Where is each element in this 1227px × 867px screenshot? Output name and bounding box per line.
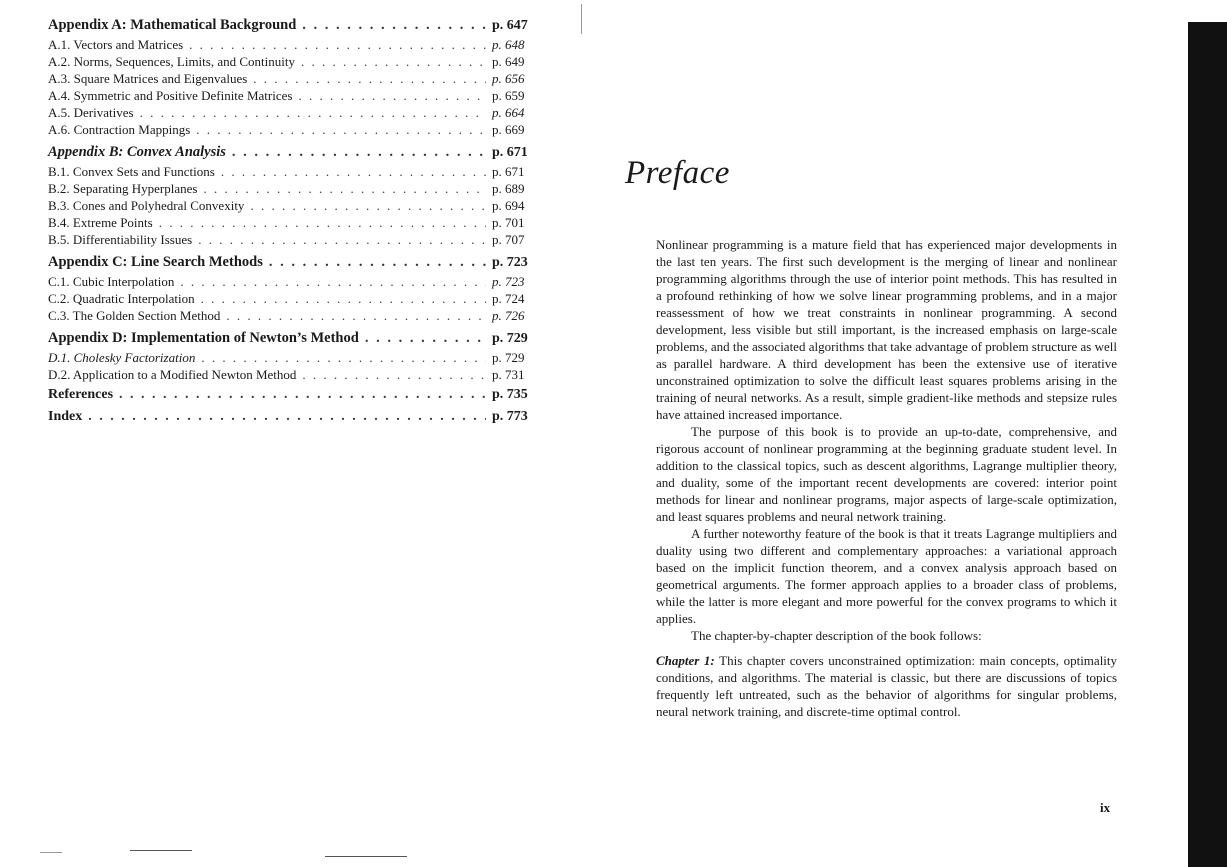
toc-heading-label: Appendix A: Mathematical Background <box>48 17 297 33</box>
gutter-mark <box>581 4 582 34</box>
toc-item-page: p. 726 <box>492 308 525 323</box>
leader-dots <box>201 350 486 366</box>
leader-dots <box>302 17 486 34</box>
toc-heading[interactable] <box>48 254 532 274</box>
page-title: Preface <box>625 155 730 192</box>
toc-item-label: B.2. Separating Hyperplanes <box>48 181 198 196</box>
toc-item[interactable] <box>48 291 532 308</box>
toc-item-label: C.1. Cubic Interpolation <box>48 274 175 289</box>
toc-group-appendix-c <box>48 254 532 325</box>
paragraph: The chapter-by-chapter description of the book follows: <box>691 628 982 643</box>
leader-dots <box>232 144 486 161</box>
leader-dots <box>119 387 486 403</box>
scan-artifact <box>325 856 407 857</box>
toc-heading-page: p. 647 <box>492 18 528 33</box>
leader-dots <box>221 164 486 180</box>
toc-item[interactable] <box>48 122 532 139</box>
preface-body <box>656 236 1117 720</box>
chapter-text: This chapter covers unconstrained optimization: main concepts, optimality conditions, and algorithms. The material is classic, but there are discussions of topics frequently left untreated, such as the behavior of algorithms for singular problems, neural network training, and discrete-time optimal control. <box>656 653 1118 719</box>
toc-item-page: p. 649 <box>492 54 525 69</box>
toc-item[interactable] <box>48 181 532 198</box>
toc-item-page: p. 731 <box>492 367 525 382</box>
scan-artifact <box>130 850 192 851</box>
toc-item-label: A.2. Norms, Sequences, Limits, and Continuity <box>48 54 295 69</box>
toc-heading-page: p. 729 <box>492 331 528 346</box>
toc-item-label: B.1. Convex Sets and Functions <box>48 164 215 179</box>
toc-index[interactable] <box>48 409 532 431</box>
leader-dots <box>302 367 486 383</box>
toc-item-page: p. 694 <box>492 198 525 213</box>
toc-item[interactable] <box>48 54 532 71</box>
toc-item[interactable] <box>48 274 532 291</box>
toc-item-page: p. 729 <box>492 350 525 365</box>
toc-heading[interactable] <box>48 144 532 164</box>
toc-group-appendix-d <box>48 330 532 384</box>
leader-dots <box>180 274 486 290</box>
toc-item-page: p. 648 <box>492 37 525 52</box>
toc-item-label: C.2. Quadratic Interpolation <box>48 291 195 306</box>
toc-item-label: B.3. Cones and Polyhedral Convexity <box>48 198 245 213</box>
chapter-label: Chapter 1: <box>656 653 715 668</box>
leader-dots <box>203 181 486 197</box>
toc-index-page: p. 773 <box>492 409 528 424</box>
toc-item[interactable] <box>48 71 532 88</box>
leader-dots <box>298 88 486 104</box>
toc-item-page: p. 701 <box>492 215 525 230</box>
toc-heading[interactable] <box>48 17 532 37</box>
toc-index-label: Index <box>48 409 83 424</box>
leader-dots <box>226 308 486 324</box>
toc-item-label: A.3. Square Matrices and Eigenvalues <box>48 71 248 86</box>
toc-item-page: p. 656 <box>492 71 525 86</box>
toc-item[interactable] <box>48 164 532 181</box>
page-number: ix <box>1100 800 1111 815</box>
leader-dots <box>201 291 486 307</box>
toc-group-appendix-b <box>48 144 532 249</box>
toc-item-label: D.1. Cholesky Factorization <box>48 350 196 365</box>
toc-item-page: p. 723 <box>492 274 525 289</box>
toc-group-appendix-a <box>48 17 532 139</box>
toc-item-label: A.1. Vectors and Matrices <box>48 37 184 52</box>
toc-heading-label: Appendix B: Convex Analysis <box>48 144 226 160</box>
leader-dots <box>198 232 486 248</box>
toc-references-label: References <box>48 387 114 402</box>
toc-item-page: p. 689 <box>492 181 525 196</box>
paragraph: A further noteworthy feature of the book is that it treats Lagrange multipliers and duality using two different and complementary approaches: a variational approach based on the implicit function theorem, and a convex analysis approach based on geometrical arguments. The former approach applies to a broader class of problems, while the latter is more elegant and more powerful for the convex programs to which it applies. <box>656 526 1117 626</box>
toc-heading-page: p. 723 <box>492 255 528 270</box>
toc-item-page: p. 724 <box>492 291 525 306</box>
toc-item[interactable] <box>48 37 532 54</box>
toc-item[interactable] <box>48 215 532 232</box>
toc-item-label: B.5. Differentiability Issues <box>48 232 193 247</box>
toc-heading-label: Appendix D: Implementation of Newton’s Method <box>48 330 359 346</box>
toc-item[interactable] <box>48 232 532 249</box>
toc-item-label: D.2. Application to a Modified Newton Method <box>48 367 297 382</box>
toc-item[interactable] <box>48 367 532 384</box>
toc-item-label: B.4. Extreme Points <box>48 215 153 230</box>
leader-dots <box>196 122 486 138</box>
toc-item-page: p. 707 <box>492 232 525 247</box>
toc-item-label: A.6. Contraction Mappings <box>48 122 191 137</box>
leader-dots <box>88 409 486 425</box>
leader-dots <box>301 54 486 70</box>
toc-references-page: p. 735 <box>492 387 528 402</box>
scan-artifact <box>40 852 62 853</box>
toc-item-label: A.5. Derivatives <box>48 105 134 120</box>
chapter-description <box>656 652 1117 720</box>
table-of-contents <box>48 17 532 431</box>
leader-dots <box>159 215 486 231</box>
toc-item-label: C.3. The Golden Section Method <box>48 308 221 323</box>
toc-item[interactable] <box>48 88 532 105</box>
toc-item[interactable] <box>48 350 532 367</box>
toc-heading-page: p. 671 <box>492 145 528 160</box>
toc-item-page: p. 669 <box>492 122 525 137</box>
leader-dots <box>189 37 486 53</box>
leader-dots <box>365 330 486 347</box>
paragraph: The purpose of this book is to provide an up-to-date, comprehensive, and rigorous account of nonlinear programming at the beginning graduate student level. In addition to the classical topics, such as descent algorithms, Lagrange multiplier theory, and duality, some of the important recent developments are covered: interior point methods for linear and nonlinear programs, major aspects of large-scale optimization, and least squares problems and neural network training. <box>656 424 1117 524</box>
toc-heading[interactable] <box>48 330 532 350</box>
scan-edge-shadow <box>1188 22 1227 867</box>
toc-heading-label: Appendix C: Line Search Methods <box>48 254 263 270</box>
toc-item[interactable] <box>48 198 532 215</box>
toc-item-page: p. 664 <box>492 105 525 120</box>
toc-item-label: A.4. Symmetric and Positive Definite Matrices <box>48 88 293 103</box>
toc-item-page: p. 659 <box>492 88 525 103</box>
toc-references[interactable] <box>48 387 532 409</box>
leader-dots <box>140 105 486 121</box>
toc-item[interactable] <box>48 105 532 122</box>
toc-item-page: p. 671 <box>492 164 525 179</box>
leader-dots <box>269 254 486 271</box>
paragraph: Nonlinear programming is a mature field that has experienced major developments in the last ten years. The first such development is the merging of linear and nonlinear programming algorithms through the use of interior point methods. This has resulted in a profound rethinking of how we solve linear programming problems, and in a major reassessment of how we treat constraints in nonlinear programming. A second development, less visible but still important, is the increased emphasis on large-scale problems, and the associated algorithms that take advantage of problem structure as well as parallel hardware. A third development has been the extensive use of iterative unconstrained optimization to solve the difficult least squares problems arising in the training of neural networks. As a result, simple gradient-like methods and stepsize rules have attained increased importance. <box>656 237 1117 422</box>
toc-item[interactable] <box>48 308 532 325</box>
leader-dots <box>250 198 486 214</box>
leader-dots <box>253 71 486 87</box>
